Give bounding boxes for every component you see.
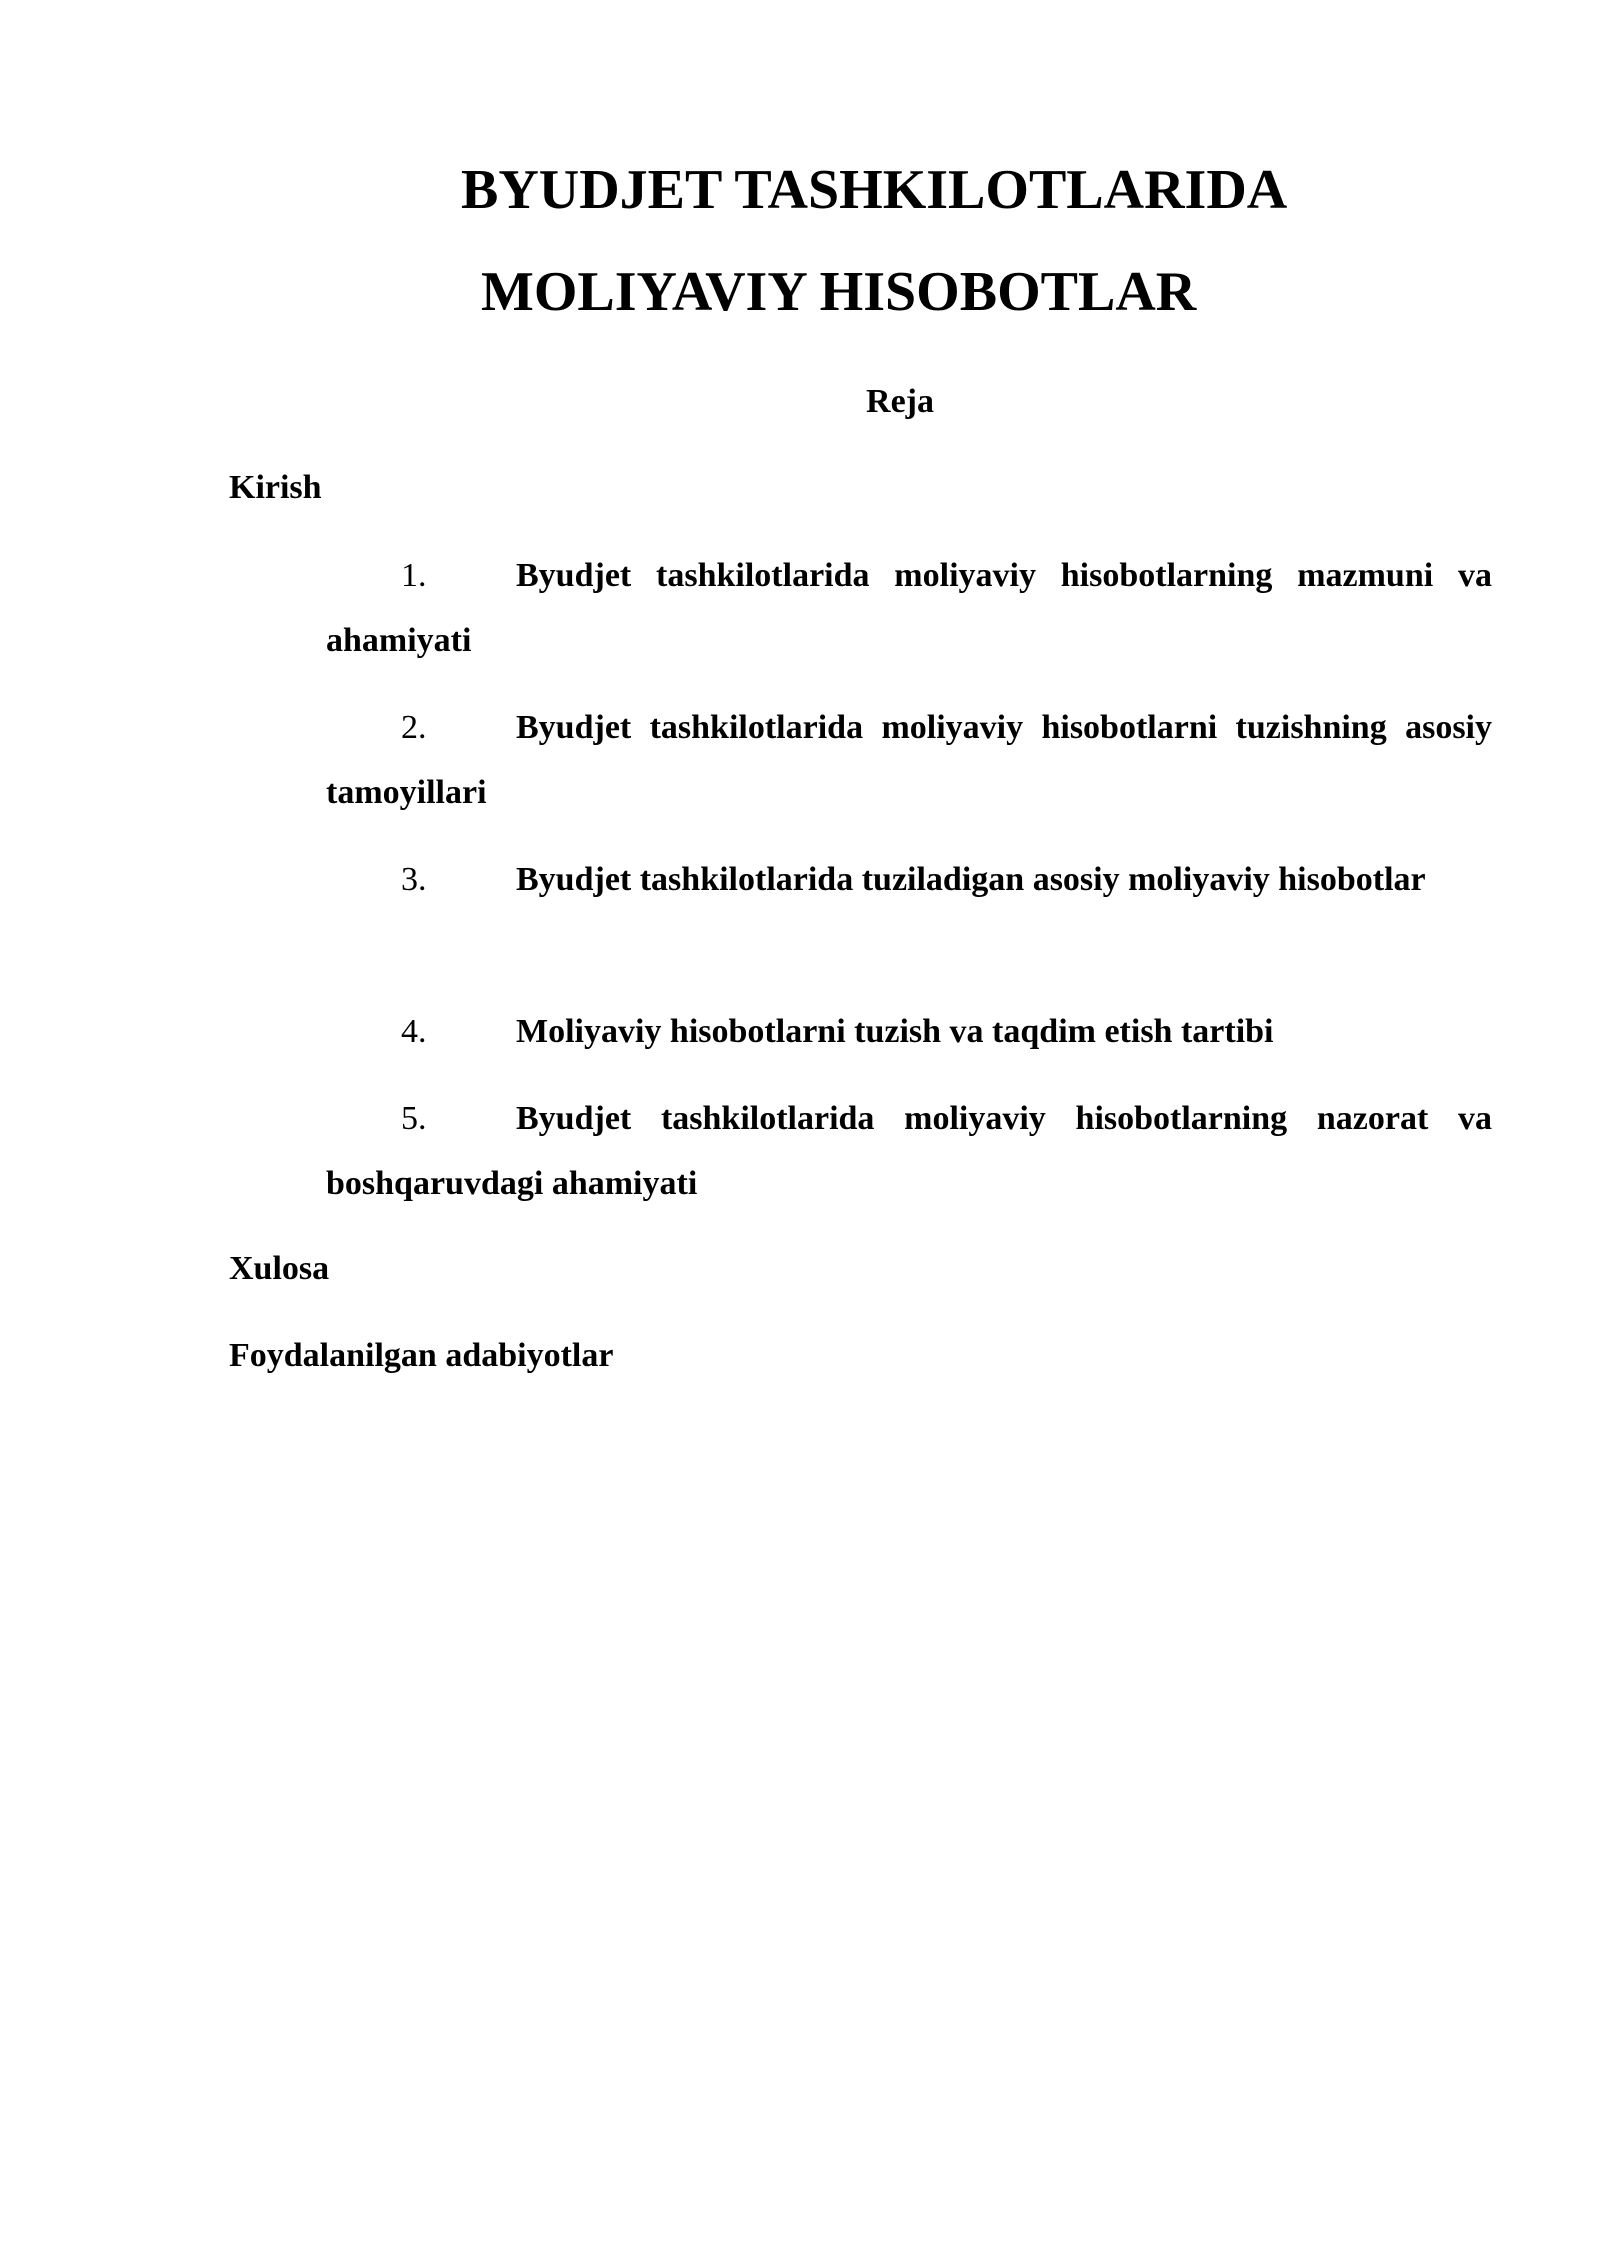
intro-heading: Kirish (229, 469, 322, 506)
document-title-line-1: BYUDJET TASHKILOTLARIDA (461, 159, 1288, 221)
plan-heading-row (0, 380, 1600, 424)
plan-list-item (326, 847, 1492, 912)
plan-item-number: 1. (401, 557, 427, 594)
plan-item-text: Byudjet tashkilotlarida moliyaviy hisobotlarni tuzishning asosiy tamoyillari (326, 709, 1492, 811)
plan-heading: Reja (866, 383, 934, 420)
document-title-line-2: MOLIYAVIY HISOBOTLAR (481, 261, 1197, 323)
plan-item-number: 3. (401, 861, 427, 898)
plan-list-item (326, 695, 1492, 825)
plan-item-text: Byudjet tashkilotlarida moliyaviy hisobotlarning mazmuni va ahamiyati (326, 557, 1492, 659)
references-heading: Foydalanilgan adabiyotlar (229, 1337, 614, 1374)
plan-item-number: 5. (401, 1100, 427, 1137)
plan-item-number: 2. (401, 709, 427, 746)
plan-item-text: Byudjet tashkilotlarida tuziladigan asosiy moliyaviy hisobotlar (516, 861, 1426, 898)
plan-list-item (326, 999, 1492, 1064)
plan-item-number: 4. (401, 1013, 427, 1050)
conclusion-heading: Xulosa (229, 1250, 330, 1287)
plan-item-text: Moliyaviy hisobotlarni tuzish va taqdim etish tartibi (516, 1013, 1274, 1050)
plan-item-text: Byudjet tashkilotlarida moliyaviy hisobotlarning nazorat va boshqaruvdagi ahamiyati (326, 1100, 1492, 1202)
plan-list-item (326, 543, 1492, 673)
plan-list-item (326, 1086, 1492, 1216)
